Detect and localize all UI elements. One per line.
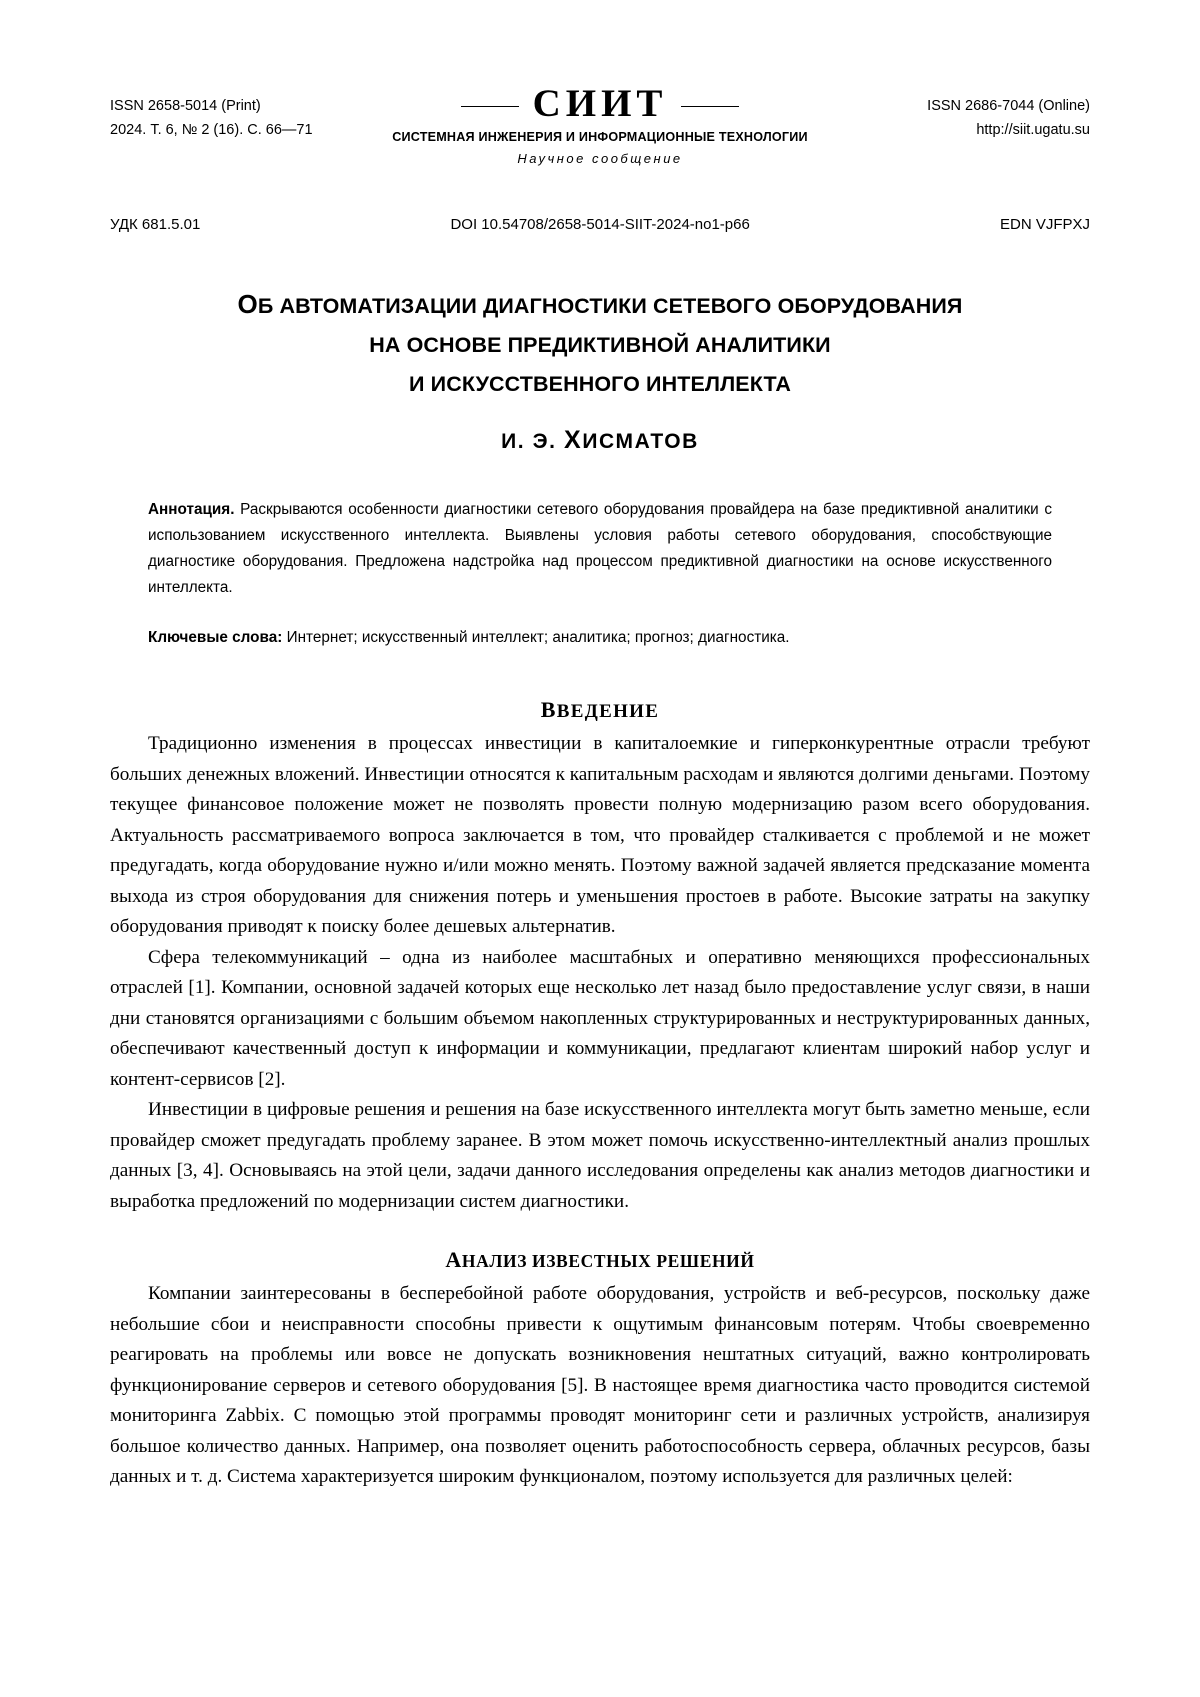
abstract-text: Раскрываются особенности диагностики сетевого оборудования провайдера на базе предиктивной аналитики с использованием искусственного интеллекта. Выявлены условия работы сетевого оборудования, способствующие диагностике оборудования. Предложена надстройка над процессом предиктивной диагностики на основе искусственного интеллекта. bbox=[148, 501, 1052, 596]
masthead-center bbox=[360, 84, 840, 166]
edn-code: EDN VJFPXJ bbox=[999, 216, 1090, 233]
paragraph: Традиционно изменения в процессах инвестиции в капиталоемкие и гиперконкурентные отрасли требуют больших денежных вложений. Инвестиции относятся к капитальным расходам и являются долгими деньгами. Поэтому текущее финансовое положение может не позволять провести полную модернизацию разом всего оборудования. Актуальность рассматриваемого вопроса заключается в том, что провайдер сталкивается с проблемой и не может предугадать, когда оборудование нужно и/или можно менять. Поэтому важной задачей является предсказание момента выхода из строя оборудования для снижения потерь и уменьшения простоев в работе. Высокие затраты на закупку оборудования приводят к поиску более дешевых альтернатив. bbox=[110, 733, 1090, 937]
article-title-line-3: И ИСКУССТВЕННОГО ИНТЕЛЛЕКТА bbox=[409, 372, 791, 396]
abstract bbox=[148, 497, 1052, 601]
author-initials: И. Э. bbox=[501, 430, 565, 453]
article-title-line-1 bbox=[110, 285, 1090, 326]
journal-name: СИСТЕМНАЯ ИНЖЕНЕРИЯ И ИНФОРМАЦИОННЫЕ ТЕХНОЛОГИИ bbox=[392, 130, 808, 144]
article-title-line-2: НА ОСНОВЕ ПРЕДИКТИВНОЙ АНАЛИТИКИ bbox=[369, 333, 831, 357]
paragraph: Сфера телекоммуникаций – одна из наиболее масштабных и оперативно меняющихся профессиональных отраслей [1]. Компании, основной задачей которых еще несколько лет назад было предоставление услуг связи, в наши дни становятся организациями с большим объемом накопленных структурированных и неструктурированных данных, обеспечивают качественный доступ к информации и коммуникации, предлагают клиентам широкий набор услуг и контент-сервисов [2]. bbox=[110, 946, 1090, 1090]
keywords-text: Интернет; искусственный интеллект; аналитика; прогноз; диагностика. bbox=[282, 629, 790, 646]
author-name bbox=[110, 426, 1090, 455]
author-surname-cap: Х bbox=[564, 426, 583, 454]
journal-url[interactable]: http://siit.ugatu.su bbox=[976, 122, 1090, 138]
section-heading-rest: НАЛИЗ ИЗВЕСТНЫХ РЕШЕНИЙ bbox=[461, 1251, 755, 1271]
title-block bbox=[110, 285, 1090, 455]
section-heading-rest: ВЕДЕНИЕ bbox=[556, 701, 660, 722]
section-heading-analysis bbox=[110, 1247, 1090, 1273]
identifier-line bbox=[110, 216, 1090, 233]
section-heading-dropcap: А bbox=[445, 1247, 462, 1272]
title-line-1-rest: Б АВТОМАТИЗАЦИИ ДИАГНОСТИКИ СЕТЕВОГО ОБОРУДОВАНИЯ bbox=[257, 294, 963, 318]
issn-online: ISSN 2686-7044 (Online) bbox=[927, 98, 1090, 114]
doi-code[interactable]: DOI 10.54708/2658-5014-SIIT-2024-no1-p66 bbox=[450, 216, 750, 233]
udk-code: УДК 681.5.01 bbox=[110, 216, 201, 233]
journal-logo: СИИТ bbox=[519, 84, 682, 124]
abstract-label: Аннотация. bbox=[148, 501, 235, 518]
keywords bbox=[148, 625, 1052, 651]
masthead bbox=[110, 82, 1090, 172]
paragraph: Инвестиции в цифровые решения и решения на базе искусственного интеллекта могут быть заметно меньше, если провайдер сможет предугадать проблему заранее. В этом может помочь искусственно-интеллектный анализ прошлых данных [3, 4]. Основываясь на этой цели, задачи данного исследования определены как анализ методов диагностики и выработка предложений по модернизации систем диагностики. bbox=[110, 1099, 1090, 1212]
title-dropcap: О bbox=[237, 289, 258, 319]
issn-print: ISSN 2658-5014 (Print) bbox=[110, 98, 261, 114]
masthead-left bbox=[110, 90, 360, 142]
issue-line: 2024. Т. 6, № 2 (16). С. 66—71 bbox=[110, 122, 313, 138]
author-surname-rest: ИСМАТОВ bbox=[582, 430, 699, 453]
article-type: Научное сообщение bbox=[517, 151, 683, 166]
paragraph: Компании заинтересованы в бесперебойной работе оборудования, устройств и веб-ресурсов, поскольку даже небольшие сбои и неисправности способны привести к ощутимым финансовым потерям. Чтобы своевременно реагировать на проблемы или вовсе не допускать возникновения нештатных ситуаций, важно контролировать функционирование серверов и сетевого оборудования [5]. В настоящее время диагностика часто проводится системой мониторинга Zabbix. С помощью этой программы проводят мониторинг сети и различных устройств, анализируя большое количество данных. Например, она позволяет оценить работоспособность сервера, облачных ресурсов, базы данных и т. д. Система характеризуется широким функционалом, поэтому используется для различных целей: bbox=[110, 1283, 1090, 1487]
keywords-label: Ключевые слова: bbox=[148, 629, 283, 646]
masthead-right bbox=[840, 90, 1090, 142]
section-heading-dropcap: В bbox=[540, 697, 557, 722]
section-heading-introduction bbox=[110, 697, 1090, 723]
